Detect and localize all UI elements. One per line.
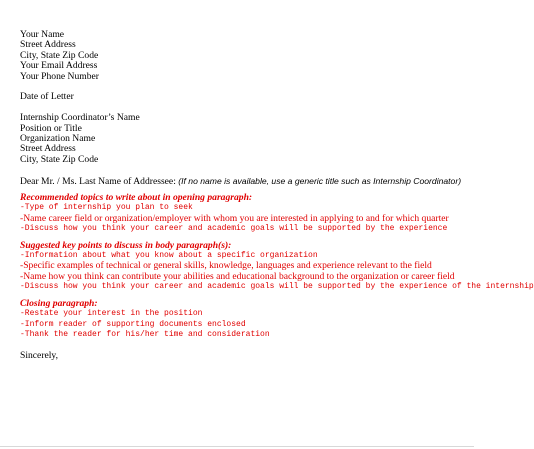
recipient-name: Internship Coordinator’s Name: [20, 112, 140, 124]
recipient-position: Position or Title: [20, 122, 82, 134]
salutation-text: Dear Mr. / Ms. Last Name of Addressee:: [20, 175, 179, 187]
spacer: [20, 82, 470, 92]
sender-name: Your Name: [20, 29, 65, 40]
body-item: -Name how you think can contribute your abilities and educational background to the organization or career field: [20, 270, 455, 282]
spacer: [20, 165, 470, 175]
closing-item: -Restate your interest in the position: [20, 309, 203, 319]
opening-item: -Discuss how you think your career and academic goals will be supported by the experience: [20, 224, 448, 234]
spacer: [20, 340, 470, 350]
salutation: [20, 176, 470, 187]
recipient-city: City, State Zip Code: [20, 153, 99, 165]
recipient-org: Organization Name: [20, 133, 96, 145]
sender-block: [20, 30, 470, 82]
sender-email: Your Email Address: [20, 60, 98, 72]
letter-date: Date of Letter: [20, 91, 74, 103]
opening-heading: Recommended topics to write about in opening paragraph:: [20, 192, 253, 204]
recipient-street: Street Address: [20, 143, 76, 155]
closing-item: -Inform reader of supporting documents enclosed: [20, 319, 246, 329]
closing-section: [20, 299, 470, 341]
salutation-note: (If no name is available, use a generic title such as Internship Coordinator): [178, 175, 462, 186]
body-heading: Suggested key points to discuss in body paragraph(s):: [20, 239, 232, 251]
sender-city: City, State Zip Code: [20, 49, 99, 61]
signoff: Sincerely,: [20, 349, 59, 361]
body-item: -Information about what you know about a specific organization: [20, 251, 318, 261]
sender-phone: Your Phone Number: [20, 70, 99, 82]
closing-item: -Thank the reader for his/her time and consideration: [20, 329, 270, 339]
opening-item: -Name career field or organization/employer with whom you are interested in applying to and for which quarter: [20, 212, 449, 224]
body-item: -Discuss how you think your career and academic goals will be supported by the experience of the internship: [20, 282, 534, 292]
letter-template: [20, 29, 534, 361]
recipient-block: [20, 113, 470, 165]
closing-heading: Closing paragraph:: [20, 297, 98, 309]
opening-item: -Type of internship you plan to seek: [20, 203, 193, 213]
body-section: [20, 239, 534, 293]
page-edge-divider: [0, 446, 474, 447]
opening-section: [20, 193, 470, 235]
sender-street: Street Address: [20, 39, 76, 51]
body-item: -Specific examples of technical or general skills, knowledge, languages and experience relevant to the field: [20, 260, 432, 272]
